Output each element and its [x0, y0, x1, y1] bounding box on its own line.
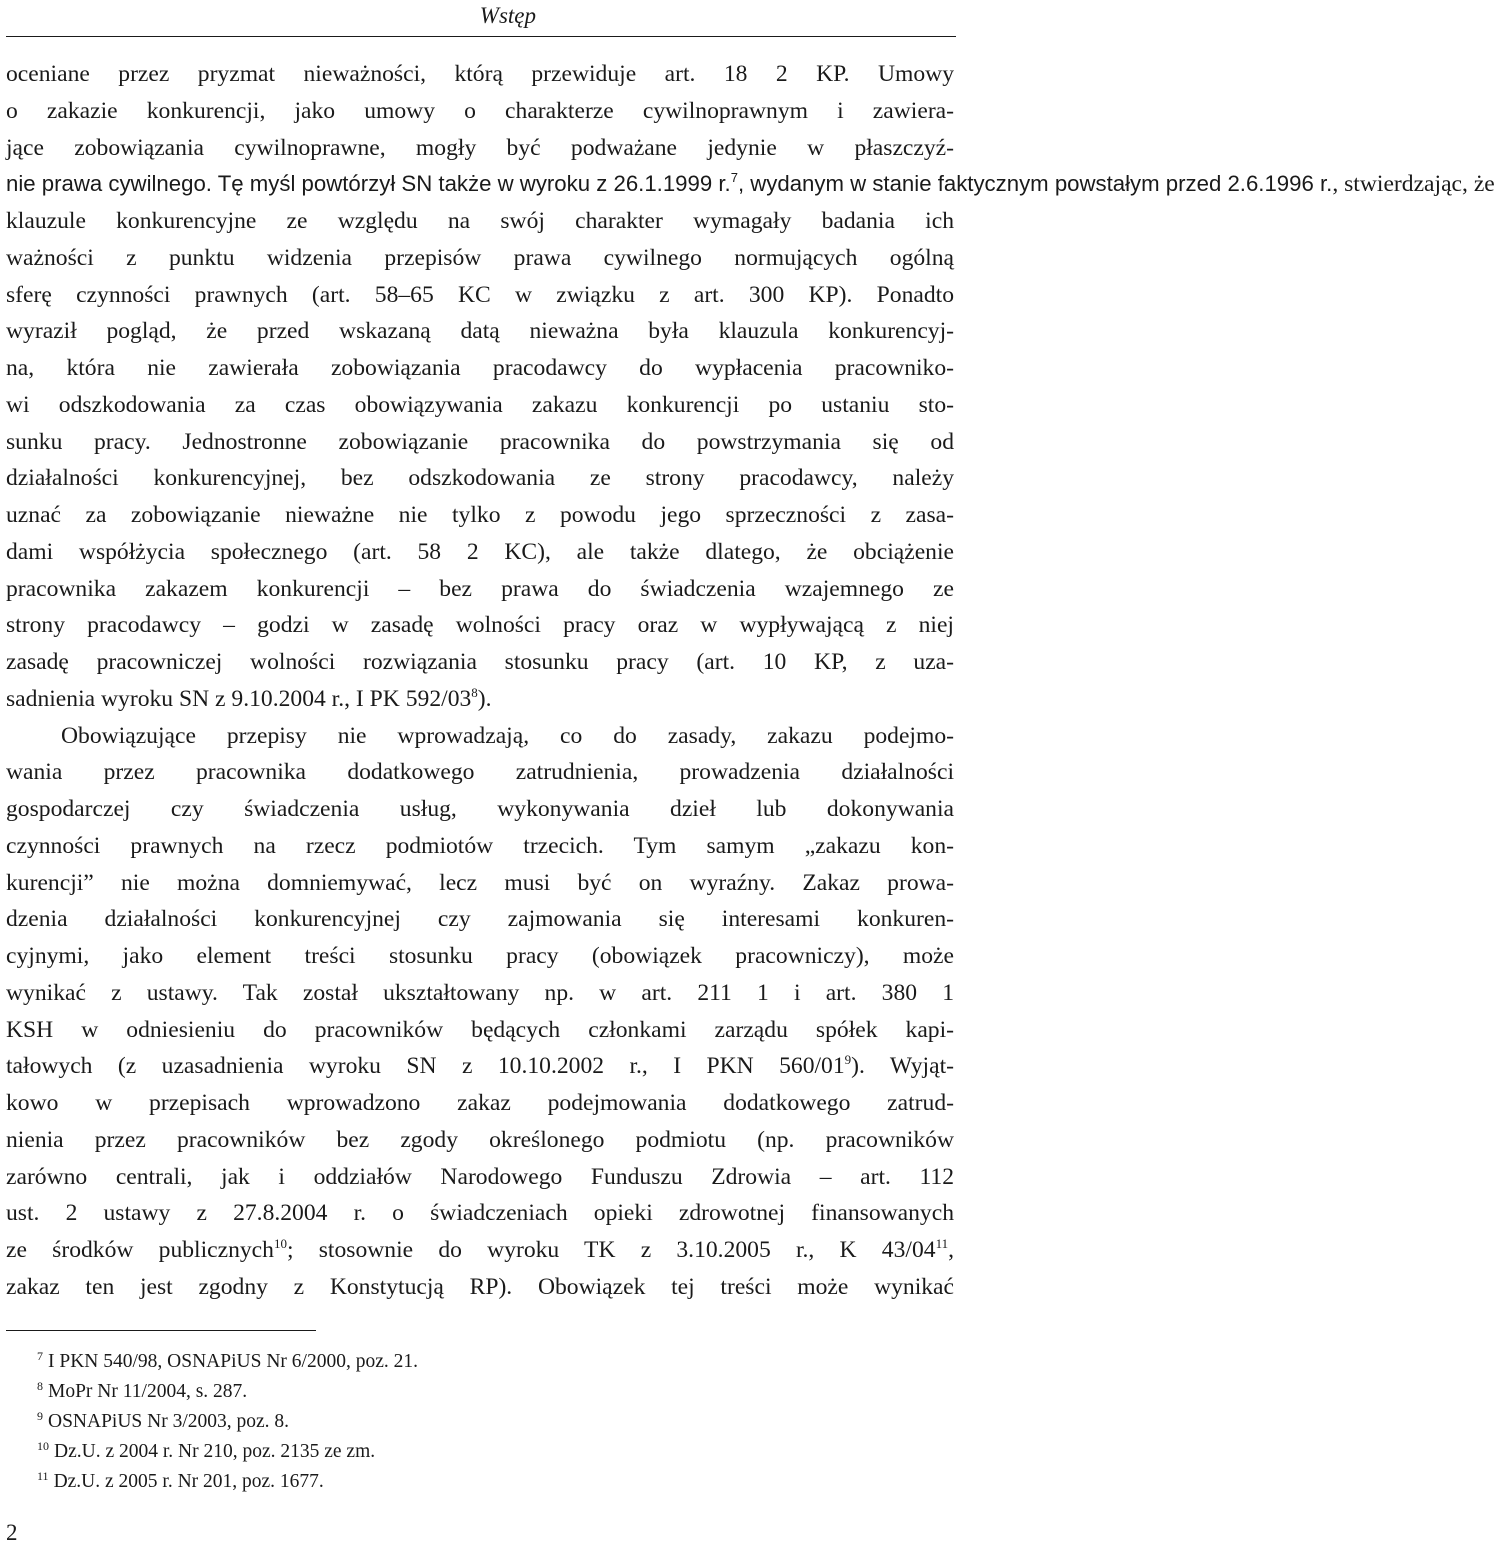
footnote-text: Dz.U. z 2005 r. Nr 201, poz. 1677.: [53, 1471, 324, 1492]
text-line: wania przez pracownika dodatkowego zatrudnienia, prowadzenia działalności: [6, 759, 954, 786]
footnote-number: 8: [37, 1379, 43, 1393]
footnote-rule: [6, 1330, 316, 1331]
text-line: [6, 681, 954, 718]
footnotes: [37, 1347, 418, 1497]
text-line: cyjnymi, jako element treści stosunku pracy (obowiązek pracowniczy), może: [6, 943, 954, 969]
text-line: na, która nie zawierała zobowiązania pracodawcy do wypłacenia pracowniko-: [6, 355, 954, 381]
footnote-text: MoPr Nr 11/2004, s. 287.: [48, 1381, 248, 1402]
footnote-number: 7: [37, 1349, 43, 1363]
text-line: dami współżycia społecznego (art. 58 2 KC), ale także dlatego, że obciążenie: [6, 538, 954, 565]
text-segment: , stwierdzając, że: [1332, 171, 1495, 198]
text-segment: tałowych (z uzasadnienia wyroku SN z 10.10.2002 r., I PKN 560/01: [6, 1053, 845, 1080]
text-line: oceniane przez pryzmat nieważności, którą przewiduje art. 18 2 KP. Umowy: [6, 61, 954, 87]
text-line: o zakazie konkurencji, jako umowy o charakterze cywilnoprawnym i zawiera-: [6, 97, 954, 124]
footnote-number: 10: [37, 1439, 49, 1453]
text-segment: ; stosownie do wyroku TK z 3.10.2005 r., K 43/04: [286, 1237, 936, 1263]
footnote-text: I PKN 540/98, OSNAPiUS Nr 6/2000, poz. 21.: [48, 1351, 418, 1372]
footnote-ref-11: 11: [935, 1236, 949, 1251]
text-line: wyraził pogląd, że przed wskazaną datą nieważna była klauzula konkurencyj-: [6, 318, 954, 345]
running-head: Wstęp: [479, 3, 536, 28]
text-line: zarówno centrali, jak i oddziałów Narodowego Funduszu Zdrowia – art. 112: [6, 1163, 954, 1190]
text-line: klauzule konkurencyjne ze względu na swój charakter wymagały badania ich: [6, 208, 954, 234]
footnote-ref-7: 7: [730, 170, 738, 186]
text-segment: ,: [948, 1237, 954, 1263]
text-segment: ). Wyjąt-: [851, 1053, 954, 1080]
text-segment: nie prawa cywilnego. Tę myśl powtórzył SN także w wyroku z 26.1.1999 r.: [6, 171, 731, 197]
text-line: [6, 166, 1495, 203]
footnote-text: OSNAPiUS Nr 3/2003, poz. 8.: [48, 1411, 290, 1432]
text-line: ust. 2 ustawy z 27.8.2004 r. o świadczeniach opieki zdrowotnej finansowanych: [6, 1200, 954, 1227]
text-line: kurencji” nie można domniemywać, lecz musi być on wyraźny. Zakaz prowa-: [6, 869, 954, 896]
text-segment: , wydanym w stanie faktycznym powstałym przed 2.6.1996 r.: [737, 171, 1333, 197]
footnote-9: [37, 1407, 418, 1437]
text-line: dzenia działalności konkurencyjnej czy zajmowania się interesami konkuren-: [6, 906, 954, 933]
text-line: [6, 1048, 954, 1085]
text-line: strony pracodawcy – godzi w zasadę wolności pracy oraz w wypływającą z niej: [6, 612, 954, 639]
text-line: ważności z punktu widzenia przepisów prawa cywilnego normujących ogólną: [6, 244, 954, 271]
text-line: kowo w przepisach wprowadzono zakaz podejmowania dodatkowego zatrud-: [6, 1090, 954, 1116]
text-line: zakaz ten jest zgodny z Konstytucją RP). Obowiązek tej treści może wynikać: [6, 1273, 954, 1300]
footnote-11: [37, 1467, 418, 1497]
header-rule: [6, 36, 956, 37]
text-line: działalności konkurencyjnej, bez odszkodowania ze strony pracodawcy, należy: [6, 465, 954, 492]
text-segment: ).: [477, 685, 492, 712]
text-line: nienia przez pracowników bez zgody określonego podmiotu (np. pracowników: [6, 1126, 954, 1153]
footnote-7: [37, 1347, 418, 1377]
footnote-ref-10: 10: [273, 1236, 287, 1251]
text-line: pracownika zakazem konkurencji – bez prawa do świadczenia wzajemnego ze: [6, 575, 954, 602]
footnote-number: 11: [37, 1469, 49, 1483]
text-line: Obowiązujące przepisy nie wprowadzają, co do zasady, zakazu podejmo-: [61, 722, 954, 749]
text-line: czynności prawnych na rzecz podmiotów trzecich. Tym samym „zakazu kon-: [6, 832, 954, 859]
text-line: wi odszkodowania za czas obowiązywania zakazu konkurencji po ustaniu sto-: [6, 391, 954, 418]
page-number: 2: [6, 1520, 18, 1545]
text-line: uznać za zobowiązanie nieważne nie tylko z powodu jego sprzeczności z zasa-: [6, 502, 954, 528]
footnote-text: Dz.U. z 2004 r. Nr 210, poz. 2135 ze zm.: [54, 1441, 376, 1462]
footnote-8: [37, 1377, 418, 1407]
text-segment: ze środków publicznych: [6, 1237, 274, 1263]
text-line: gospodarczej czy świadczenia usług, wykonywania dzieł lub dokonywania: [6, 796, 954, 822]
text-line: sunku pracy. Jednostronne zobowiązanie pracownika do powstrzymania się od: [6, 428, 954, 455]
text-line: [6, 1232, 954, 1269]
text-segment: sadnienia wyroku SN z 9.10.2004 r., I PK 592/03: [6, 685, 472, 712]
footnote-10: [37, 1437, 418, 1467]
text-line: jące zobowiązania cywilnoprawne, mogły być podważane jedynie w płaszczyź-: [6, 134, 954, 161]
footnote-number: 9: [37, 1409, 43, 1423]
text-line: zasadę pracowniczej wolności rozwiązania stosunku pracy (art. 10 KP, z uza-: [6, 649, 954, 675]
text-line: wynikać z ustawy. Tak został ukształtowany np. w art. 211 1 i art. 380 1: [6, 979, 954, 1006]
text-line: sferę czynności prawnych (art. 58–65 KC w związku z art. 300 KP). Ponadto: [6, 281, 954, 308]
footnote-ref-8: 8: [471, 684, 478, 700]
footnote-ref-9: 9: [844, 1052, 852, 1068]
body-text: [6, 56, 1495, 1306]
text-line: KSH w odniesieniu do pracowników będących członkami zarządu spółek kapi-: [6, 1016, 954, 1043]
